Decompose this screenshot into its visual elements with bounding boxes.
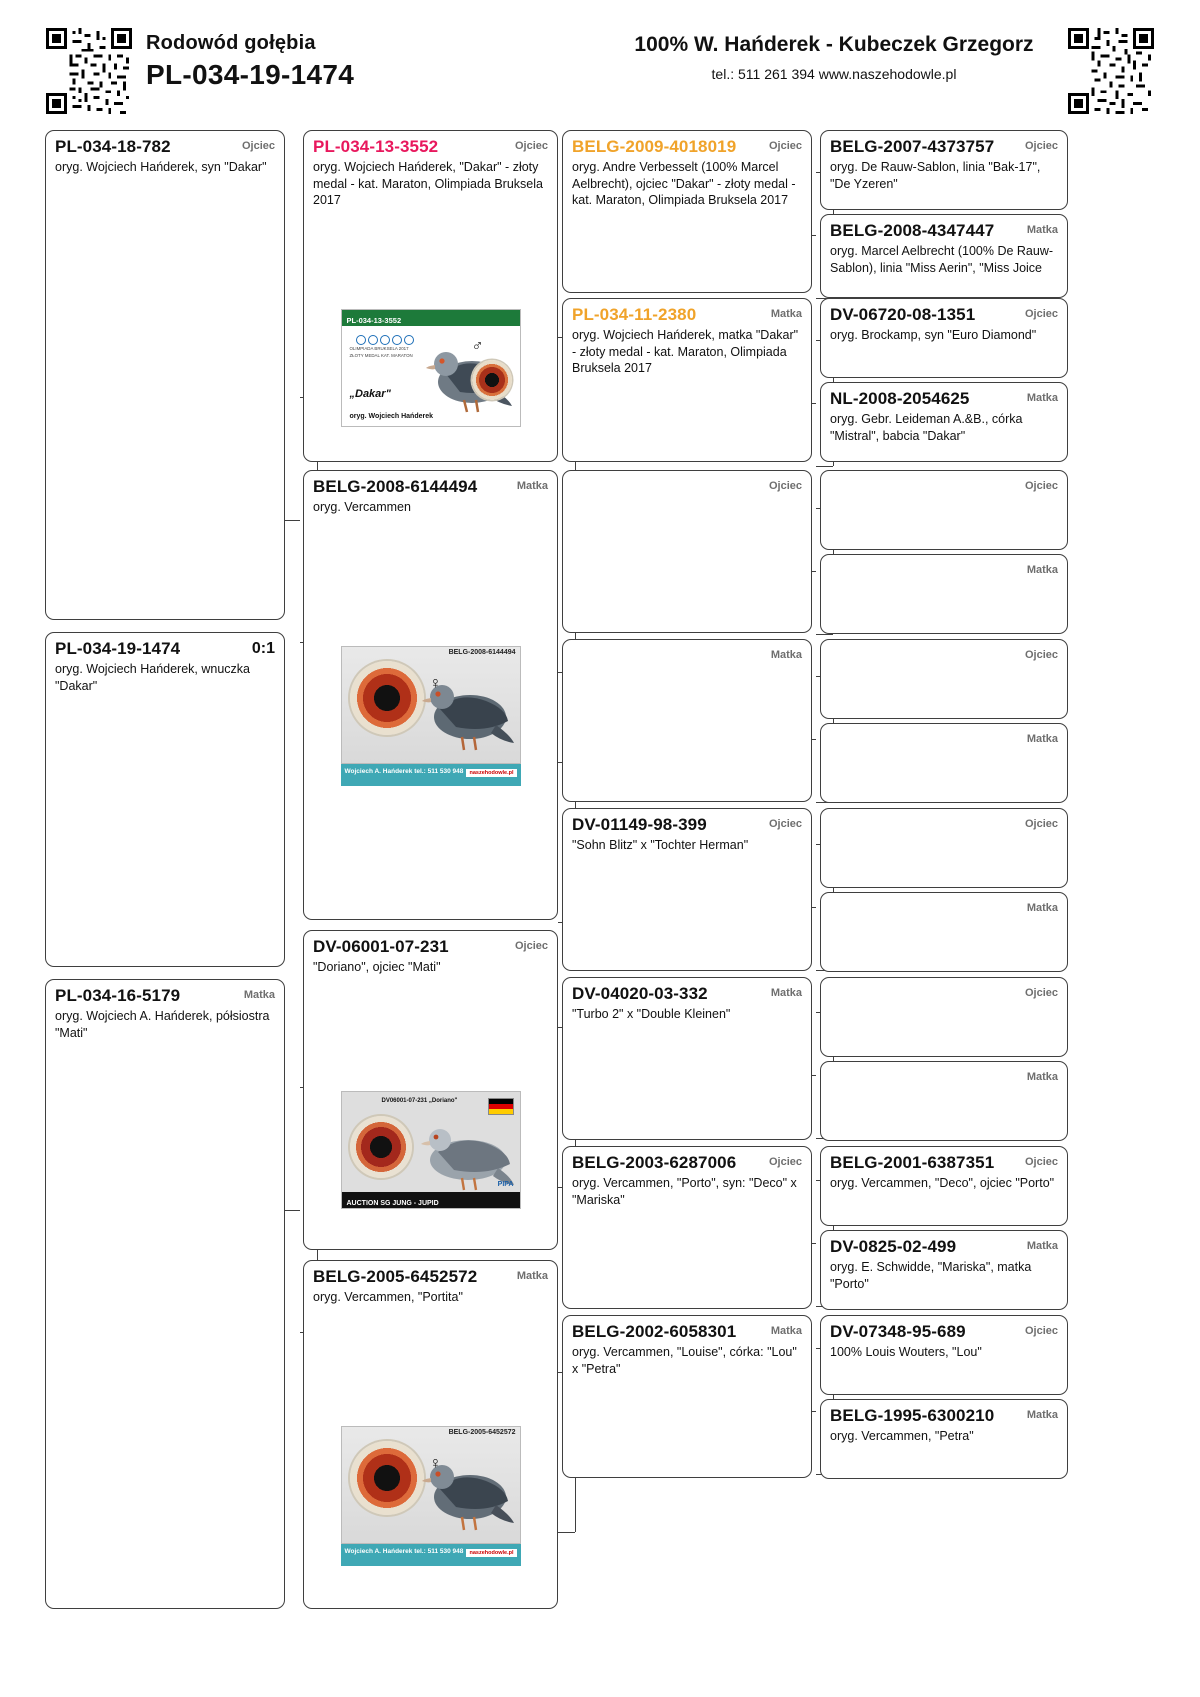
card-description: "Sohn Blitz" x "Tochter Herman" [572, 838, 749, 852]
pedigree-card-g4-4[interactable] [820, 382, 1068, 462]
photo-site-badge: naszehodowle.pl [466, 769, 516, 777]
card-description: oryg. Marcel Aelbrecht (100% De Rauw-Sablon), linia "Miss Aerin", "Miss Joice [830, 244, 1054, 275]
card-description: oryg. Wojciech Hańderek, "Dakar" - złoty medal - kat. Maraton, Olimpiada Bruksela 2017 [313, 160, 543, 208]
card-role: Matka [516, 480, 548, 492]
photo-site-badge: naszehodowle.pl [466, 1549, 516, 1557]
card-description: oryg. Wojciech A. Hańderek, półsiostra "Mati" [55, 1009, 270, 1040]
pedigree-card-g4-10[interactable] [820, 892, 1068, 972]
pedigree-card-g3-2[interactable] [562, 298, 812, 462]
pedigree-card-g3-8[interactable] [562, 1315, 812, 1478]
card-ring: DV-07348-95-689 [830, 1322, 966, 1341]
card-ring: DV-06720-08-1351 [830, 305, 976, 324]
pigeon-photo [341, 1091, 521, 1209]
card-role: Ojciec [1024, 1325, 1058, 1337]
connector [558, 1532, 575, 1533]
card-ring: BELG-1995-6300210 [830, 1406, 995, 1425]
card-role: Matka [1026, 564, 1058, 576]
photo-pipa-label: PIPA [497, 1181, 514, 1188]
card-description: oryg. De Rauw-Sablon, linia "Bak-17", "De Yzeren" [830, 160, 1041, 191]
card-ring: BELG-2005-6452572 [313, 1267, 478, 1286]
card-description: oryg. Wojciech Hańderek, syn "Dakar" [55, 160, 267, 174]
card-role: Matka [1026, 1240, 1058, 1252]
pedigree-card-g4-7[interactable] [820, 639, 1068, 719]
card-ring: DV-04020-03-332 [572, 984, 708, 1003]
card-ring: BELG-2009-4018019 [572, 137, 737, 156]
photo-owner: oryg. Wojciech Hańderek [349, 413, 434, 420]
pedigree-card-subject[interactable] [45, 632, 285, 967]
photo-ring-label: BELG-2005-6452572 [448, 1429, 516, 1436]
card-role: Matka [770, 308, 802, 320]
pedigree-card-g4-15[interactable] [820, 1315, 1068, 1395]
card-role: Ojciec [768, 480, 802, 492]
card-ring: DV-01149-98-399 [572, 815, 707, 834]
card-ring: DV-0825-02-499 [830, 1237, 957, 1256]
pedigree-card-g2-3[interactable] [303, 930, 558, 1250]
card-ring: PL-034-11-2380 [572, 305, 697, 324]
pigeon-illustration [416, 1116, 516, 1202]
photo-ring-label: DV06001-07-231 „Doriano" [381, 1098, 458, 1104]
sex-symbol-female: ♀ [429, 1455, 442, 1472]
card-role: Matka [1026, 392, 1058, 404]
card-role: Matka [770, 1325, 802, 1337]
card-ring: BELG-2002-6058301 [572, 1322, 737, 1341]
card-description: oryg. Wojciech Hańderek, wnuczka "Dakar" [55, 662, 250, 693]
breeder-contact: tel.: 511 261 394 www.naszehodowle.pl [711, 66, 957, 83]
pedigree-label: Rodowód gołębia [146, 32, 316, 54]
pedigree-card-g2-2[interactable] [303, 470, 558, 920]
connector [283, 520, 300, 521]
pedigree-card-g4-1[interactable] [820, 130, 1068, 210]
sex-symbol-female: ♀ [429, 675, 442, 692]
card-ring: NL-2008-2054625 [830, 389, 970, 408]
card-ring: BELG-2008-4347447 [830, 221, 995, 240]
pedigree-card-g3-3[interactable] [562, 470, 812, 633]
photo-ring-label: PL-034-13-3552 [346, 316, 402, 325]
card-ring: BELG-2003-6287006 [572, 1153, 737, 1172]
card-description: "Doriano", ojciec "Mati" [313, 960, 441, 974]
pedigree-card-g3-6[interactable] [562, 977, 812, 1140]
card-description: oryg. Vercammen, "Portita" [313, 1290, 463, 1304]
card-ring: BELG-2001-6387351 [830, 1153, 995, 1172]
card-role: Matka [1026, 1071, 1058, 1083]
card-role: Ojciec [1024, 1156, 1058, 1168]
pedigree-card-g4-14[interactable] [820, 1230, 1068, 1310]
card-ring: PL-034-13-3552 [313, 137, 439, 156]
card-role: Matka [1026, 902, 1058, 914]
card-role: Matka [770, 649, 802, 661]
card-role: Matka [770, 987, 802, 999]
card-role: Ojciec [1024, 649, 1058, 661]
pedigree-title-block [146, 32, 354, 91]
card-role: Ojciec [514, 140, 548, 152]
qr-code-left [46, 28, 132, 114]
photo-owner: Wojciech A. Hańderek tel.: 511 530 948 [344, 768, 464, 775]
pedigree-chart [0, 122, 1200, 1697]
pedigree-card-g2-4[interactable] [303, 1260, 558, 1609]
pedigree-card-g3-1[interactable] [562, 130, 812, 293]
card-role: Ojciec [241, 140, 275, 152]
connector [816, 466, 833, 467]
card-description: oryg. Brockamp, syn "Euro Diamond" [830, 328, 1037, 342]
card-ring: BELG-2008-6144494 [313, 477, 478, 496]
card-description: oryg. Vercammen [313, 500, 411, 514]
card-role: Ojciec [1024, 140, 1058, 152]
pedigree-card-father-g1[interactable] [45, 130, 285, 620]
card-description: 100% Louis Wouters, "Lou" [830, 1345, 982, 1359]
card-role: Ojciec [1024, 308, 1058, 320]
pigeon-photo [341, 309, 521, 427]
connector [283, 1210, 300, 1211]
photo-fineprint: OLIMPIADA BRUKSELA 2017 ZŁOTY MEDAL KAT. MARATON [349, 346, 413, 358]
card-description: oryg. Vercammen, "Petra" [830, 1429, 974, 1443]
breeder-block [614, 32, 1054, 82]
card-role: Ojciec [768, 1156, 802, 1168]
card-role: Ojciec [1024, 480, 1058, 492]
card-description: oryg. Andre Verbesselt (100% Marcel Aelbrecht), ojciec "Dakar" - złoty medal - kat. Maraton, Olimpiada Bruksela 2017 [572, 160, 796, 208]
pedigree-card-g4-13[interactable] [820, 1146, 1068, 1226]
connector [816, 634, 833, 635]
pedigree-card-g4-2[interactable] [820, 214, 1068, 298]
card-role: Ojciec [768, 140, 802, 152]
pedigree-card-mother-g1[interactable] [45, 979, 285, 1609]
breeder-name: 100% W. Hańderek - Kubeczek Grzegorz [634, 33, 1034, 56]
card-role: Matka [1026, 224, 1058, 236]
qr-code-right [1068, 28, 1154, 114]
photo-pigeon-name: „Dakar" [349, 388, 391, 400]
card-role: Ojciec [514, 940, 548, 952]
pedigree-card-g4-16[interactable] [820, 1399, 1068, 1479]
sex-symbol-male: ♂ [471, 338, 484, 355]
pedigree-card-g4-5[interactable] [820, 470, 1068, 550]
card-score: 0:1 [251, 640, 275, 657]
card-ring: DV-06001-07-231 [313, 937, 449, 956]
card-role: Ojciec [1024, 987, 1058, 999]
pedigree-ring-number: PL-034-19-1474 [146, 59, 355, 90]
pigeon-photo [341, 646, 521, 786]
card-description: oryg. Vercammen, "Deco", ojciec "Porto" [830, 1176, 1055, 1190]
pedigree-card-g3-4[interactable] [562, 639, 812, 802]
pedigree-card-g4-11[interactable] [820, 977, 1068, 1057]
card-description: oryg. Vercammen, "Porto", syn: "Deco" x "Mariska" [572, 1176, 797, 1207]
pedigree-card-g4-8[interactable] [820, 723, 1068, 803]
card-role: Matka [1026, 733, 1058, 745]
pedigree-header [0, 0, 1200, 122]
pigeon-photo [341, 1426, 521, 1566]
pedigree-card-g2-1[interactable] [303, 130, 558, 462]
photo-auction-label: AUCTION SG JUNG - JUPID [346, 1200, 439, 1207]
pedigree-card-g4-9[interactable] [820, 808, 1068, 888]
card-description: oryg. Gebr. Leideman A.&B., córka "Mistral", babcia "Dakar" [830, 412, 1023, 443]
pedigree-card-g4-12[interactable] [820, 1061, 1068, 1141]
card-role: Matka [243, 989, 275, 1001]
card-description: "Turbo 2" x "Double Kleinen" [572, 1007, 731, 1021]
card-role: Ojciec [768, 818, 802, 830]
card-description: oryg. Vercammen, "Louise", córka: "Lou" x "Petra" [572, 1345, 797, 1376]
card-description: oryg. Wojciech Hańderek, matka "Dakar" - złoty medal - kat. Maraton, Olimpiada Bruksela 2017 [572, 328, 799, 376]
photo-ring-label: BELG-2008-6144494 [448, 649, 516, 656]
card-ring: PL-034-19-1474 [55, 639, 181, 658]
photo-owner: Wojciech A. Hańderek tel.: 511 530 948 [344, 1548, 464, 1555]
pedigree-card-g4-6[interactable] [820, 554, 1068, 634]
card-ring: PL-034-18-782 [55, 137, 171, 156]
card-ring: PL-034-16-5179 [55, 986, 181, 1005]
pedigree-card-g3-5[interactable] [562, 808, 812, 971]
card-role: Matka [1026, 1409, 1058, 1421]
card-role: Ojciec [1024, 818, 1058, 830]
card-description: oryg. E. Schwidde, "Mariska", matka "Porto" [830, 1260, 1032, 1291]
pedigree-card-g4-3[interactable] [820, 298, 1068, 378]
card-ring: BELG-2007-4373757 [830, 137, 995, 156]
pedigree-card-g3-7[interactable] [562, 1146, 812, 1309]
card-role: Matka [516, 1270, 548, 1282]
